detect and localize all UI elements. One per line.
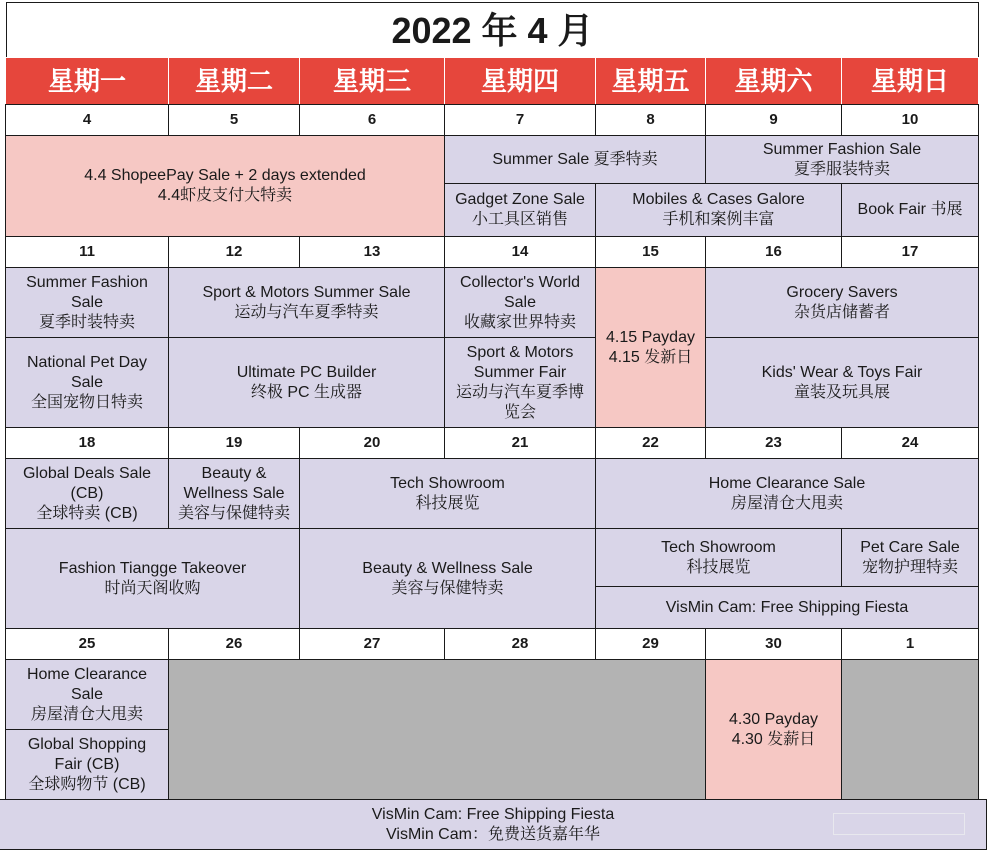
date-cell: 21 [444,427,596,459]
date-cell: 19 [168,427,300,459]
event-gadget-zone-sale: Gadget Zone Sale 小工具区销售 [444,183,596,237]
date-cell: 6 [299,104,445,136]
date-cell: 15 [595,236,706,268]
event-payday-415: 4.15 Payday 4.15 发新日 [595,267,706,428]
event-beauty-wellness-sale: Beauty & Wellness Sale 美容与保健特卖 [299,528,596,629]
event-sport-motors-summer-sale: Sport & Motors Summer Sale 运动与汽车夏季特卖 [168,267,445,338]
event-kids-wear-toys-fair: Kids' Wear & Toys Fair 童装及玩具展 [705,337,979,428]
date-cell: 8 [595,104,706,136]
event-shopeepay-sale: 4.4 ShopeePay Sale + 2 days extended 4.4虾皮支付大特卖 [5,135,445,237]
date-cell: 18 [5,427,169,459]
weekday-friday: 星期五 [595,57,706,105]
event-national-pet-day-sale: National Pet Day Sale 全国宠物日特卖 [5,337,169,428]
date-cell: 13 [299,236,445,268]
weekday-saturday: 星期六 [705,57,842,105]
event-grocery-savers: Grocery Savers 杂货店储蓄者 [705,267,979,338]
event-summer-fashion-sale: Summer Fashion Sale 夏季服装特卖 [705,135,979,184]
event-beauty-wellness-sale: Beauty & Wellness Sale 美容与保健特卖 [168,458,300,529]
weekday-sunday: 星期日 [841,57,979,105]
page-title: 2022 年 4 月 [6,2,979,58]
event-fashion-tiangge-takeover: Fashion Tiangge Takeover 时尚天阁收购 [5,528,300,629]
weekday-monday: 星期一 [5,57,169,105]
event-ultimate-pc-builder: Ultimate PC Builder 终极 PC 生成器 [168,337,445,428]
event-home-clearance-sale: Home Clearance Sale 房屋清仓大甩卖 [5,659,169,730]
event-pet-care-sale: Pet Care Sale 宠物护理特卖 [841,528,979,587]
date-cell: 26 [168,628,300,660]
event-vismin-footer: VisMin Cam: Free Shipping Fiesta VisMin Cam：免费送货嘉年华 [0,799,987,850]
date-cell: 23 [705,427,842,459]
date-cell: 4 [5,104,169,136]
date-cell: 12 [168,236,300,268]
date-cell: 1 [841,628,979,660]
date-cell: 28 [444,628,596,660]
date-cell: 25 [5,628,169,660]
weekday-wednesday: 星期三 [299,57,445,105]
date-cell: 14 [444,236,596,268]
event-payday-430: 4.30 Payday 4.30 发薪日 [705,659,842,800]
empty-days-block [168,659,706,800]
empty-day-block [841,659,979,800]
event-global-deals-sale: Global Deals Sale (CB) 全球特卖 (CB) [5,458,169,529]
date-cell: 24 [841,427,979,459]
weekday-tuesday: 星期二 [168,57,300,105]
watermark-stamp [833,813,965,835]
event-book-fair: Book Fair 书展 [841,183,979,237]
event-sport-motors-summer-fair: Sport & Motors Summer Fair 运动与汽车夏季博 览会 [444,337,596,428]
event-tech-showroom: Tech Showroom 科技展览 [299,458,596,529]
event-mobiles-cases: Mobiles & Cases Galore 手机和案例丰富 [595,183,842,237]
event-summer-sale: Summer Sale 夏季特卖 [444,135,706,184]
weekday-thursday: 星期四 [444,57,596,105]
event-tech-showroom: Tech Showroom 科技展览 [595,528,842,587]
event-vismin-free-shipping: VisMin Cam: Free Shipping Fiesta [595,586,979,629]
date-cell: 16 [705,236,842,268]
date-cell: 11 [5,236,169,268]
date-cell: 27 [299,628,445,660]
date-cell: 5 [168,104,300,136]
date-cell: 20 [299,427,445,459]
event-collectors-world-sale: Collector's World Sale 收藏家世界特卖 [444,267,596,338]
date-cell: 9 [705,104,842,136]
event-home-clearance-sale: Home Clearance Sale 房屋清仓大甩卖 [595,458,979,529]
date-cell: 17 [841,236,979,268]
date-cell: 7 [444,104,596,136]
date-cell: 22 [595,427,706,459]
event-summer-fashion-sale: Summer Fashion Sale 夏季时装特卖 [5,267,169,338]
date-cell: 29 [595,628,706,660]
date-cell: 10 [841,104,979,136]
date-cell: 30 [705,628,842,660]
event-global-shopping-fair: Global Shopping Fair (CB) 全球购物节 (CB) [5,729,169,800]
